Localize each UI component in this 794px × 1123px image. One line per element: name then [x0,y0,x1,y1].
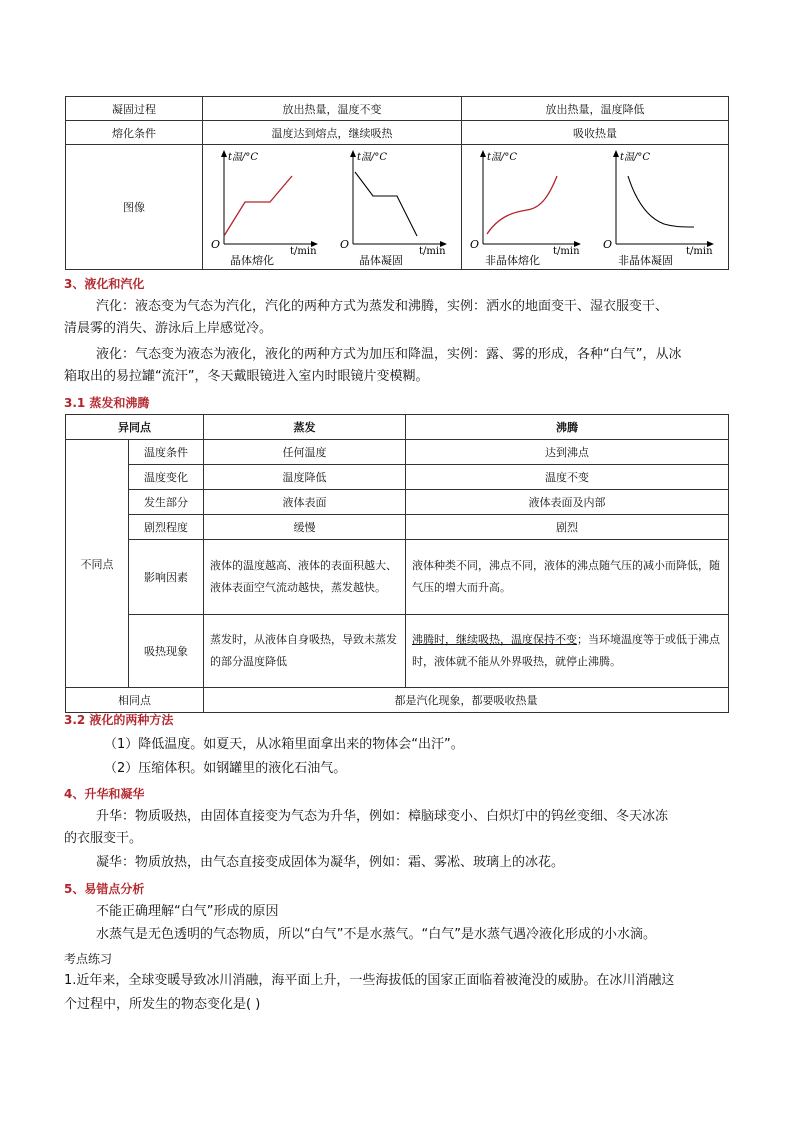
amorphous-cell: 吸收热量 [462,121,729,145]
crystal-solidifying-graph [339,146,454,268]
diff-label: 不同点 [66,440,129,688]
item-cell: 影响因素 [129,540,204,615]
paragraph-line: 液化：气态变为液态为液化，液化的两种方式为加压和降温，实例：露、雾的形成，各种“白气”，从冰 [96,347,682,362]
origin-label: O [340,238,350,251]
item-cell: 剧烈程度 [129,515,204,540]
cell-text: ；当环境温度等于或低于沸点时，液体就不能从外界吸热，就停止沸腾。 [412,633,720,668]
amorphous-cell: 放出热量，温度降低 [462,97,729,121]
header-cell: 蒸发 [204,415,406,440]
origin-label: O [469,238,479,251]
boiling-cell: 剧烈 [406,515,729,540]
x-axis-label: t/min [685,246,713,257]
evaporation-cell: 液体的温度越高、液体的表面积越大、液体表面空气流动越快，蒸发越快。 [204,540,406,615]
table-header-row [66,415,729,440]
evaporation-cell: 蒸发时，从液体自身吸热，导致未蒸发的部分温度降低 [204,615,406,688]
item-cell: 温度条件 [129,440,204,465]
evaporation-cell: 温度降低 [204,465,406,490]
list-item: （2）压缩体积。如钢罐里的液化石油气。 [104,761,347,776]
origin-label: O [602,238,612,251]
evaporation-cell: 任何温度 [204,440,406,465]
paragraph-line: 清晨雾的消失、游泳后上岸感觉冷。 [64,321,273,336]
graph-caption: 非晶体凝固 [617,254,673,267]
phase-change-table [65,96,729,270]
list-item: （1）降低温度。如夏天，从冰箱里面拿出来的物体会“出汗”。 [104,737,464,752]
paragraph-line: 汽化：液态变为气态为汽化，汽化的两种方式为蒸发和沸腾，实例：洒水的地面变干、湿衣服变干、 [96,299,669,314]
table-row [66,490,729,515]
x-axis-label: t/min [552,246,580,257]
paragraph-line: 水蒸气是无色透明的气态物质，所以“白气”不是水蒸气。“白气”是水蒸气遇冷液化形成的小水滴。 [96,927,656,942]
boiling-cell: 达到沸点 [406,440,729,465]
boiling-cell: 液体表面及内部 [406,490,729,515]
table-row-graphs [66,145,729,270]
same-text: 都是汽化现象，都要吸收热量 [204,688,729,713]
row-label: 凝固过程 [66,97,203,121]
paragraph-line: 升华：物质吸热，由固体直接变为气态为升华，例如：樟脑球变小、白炽灯中的钨丝变细、冬天冰冻 [96,809,669,824]
paragraph-line: 箱取出的易拉罐“流汗”，冬天戴眼镜进入室内时眼镜片变模糊。 [64,369,429,384]
table-row [66,540,729,615]
table-row [66,515,729,540]
question-line: 1.近年来，全球变暖导致冰川消融，海平面上升，一些海拔低的国家正面临着被淹没的威胁。在冰川消融这 [64,973,675,988]
crystal-cell: 温度达到熔点，继续吸热 [203,121,462,145]
item-cell: 发生部分 [129,490,204,515]
table-row [66,688,729,713]
table-row [66,97,729,121]
item-cell: 吸热现象 [129,615,204,688]
evaporation-boiling-table [65,414,729,713]
section-heading: 3.1 蒸发和沸腾 [64,396,150,410]
evaporation-cell: 液体表面 [204,490,406,515]
table-row [66,615,729,688]
paragraph-line: 凝华：物质放热，由气态直接变成固体为凝华，例如：霜、雾凇、玻璃上的冰花。 [96,855,565,870]
amorphous-solidifying-graph [602,146,722,268]
header-cell: 沸腾 [406,415,729,440]
question-line: 个过程中，所发生的物态变化是( ) [64,997,261,1012]
boiling-cell: 液体种类不同，沸点不同，液体的沸点随气压的减小而降低，随气压的增大而升高。 [406,540,729,615]
table-row [66,121,729,145]
section-heading: 5、易错点分析 [64,882,145,896]
crystal-graphs-cell [203,145,462,270]
table-row [66,465,729,490]
x-axis-label: t/min [290,246,317,257]
table-row [66,440,729,465]
row-label: 熔化条件 [66,121,203,145]
evaporation-cell: 缓慢 [204,515,406,540]
boiling-cell [406,615,729,688]
exercise-title: 考点练习 [64,952,113,966]
paragraph-line: 不能正确理解“白气”形成的原因 [96,904,279,919]
section-heading: 4、升华和凝华 [64,787,145,801]
item-cell: 温度变化 [129,465,204,490]
graph-caption: 晶体熔化 [230,254,274,267]
origin-label: O [211,238,221,251]
y-axis-label: t温/°C [486,152,517,163]
paragraph-line: 的衣服变干。 [64,831,143,846]
graph-caption: 非晶体熔化 [484,254,540,267]
row-label: 图像 [66,145,203,270]
x-axis-label: t/min [419,246,446,257]
y-axis-label: t温/°C [357,152,388,163]
section-heading: 3.2 液化的两种方法 [64,713,174,727]
header-cell: 异同点 [66,415,204,440]
graph-caption: 晶体凝固 [359,254,403,267]
amorphous-graphs-cell [462,145,729,270]
key-phrase: 沸腾时，继续吸热，温度保持不变 [412,633,577,646]
boiling-cell: 温度不变 [406,465,729,490]
crystal-melting-graph [210,146,325,268]
same-label: 相同点 [66,688,204,713]
y-axis-label: t温/°C [228,152,259,163]
crystal-cell: 放出热量，温度不变 [203,97,462,121]
amorphous-melting-graph [469,146,589,268]
section-heading: 3、液化和汽化 [64,277,145,291]
y-axis-label: t温/°C [619,152,650,163]
